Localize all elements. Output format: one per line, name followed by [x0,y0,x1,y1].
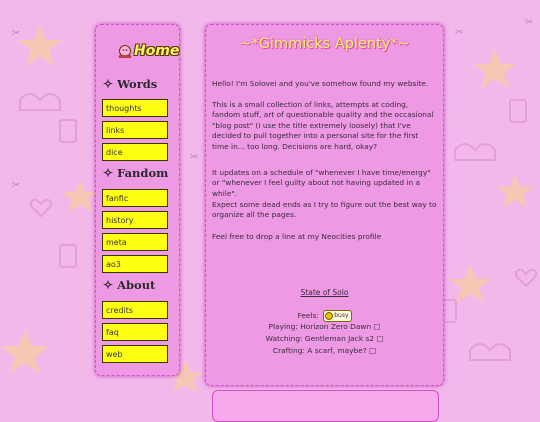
diamond-icon: ✧ [103,166,114,180]
svg-text:✂: ✂ [12,28,21,39]
nav-link-dice[interactable]: dice [102,143,168,161]
nav-link-credits[interactable]: credits [102,301,168,319]
nav-link-meta[interactable]: meta [102,233,168,251]
status-playing: Playing: Horizon Zero Dawn □ [268,322,381,331]
status-crafting: Crafting: A scarf, maybe? □ [272,346,377,355]
nav-link-fanfic[interactable]: fanfic [102,189,168,207]
svg-text:✂: ✂ [190,152,199,163]
nav-link-history[interactable]: history [102,211,168,229]
bottom-panel [212,390,439,422]
intro-paragraph-5: Feel free to drop a line at my Neocities profile [212,232,382,241]
svg-text:✂: ✂ [525,17,534,28]
diamond-icon: ✧ [103,77,114,91]
feels-line: Feels: busy [205,310,444,322]
home-label: Home [134,43,180,59]
intro-paragraph-2: This is a small collection of links, attempts at coding, fandom stuff, art of questionable quality and the occasional "blog post" (I use the title extremely loosely) that I've decided to pull together into a personal site for the first time in... too long. Decisions are hard, okay? [212,100,434,151]
intro-paragraph-1: Hello! I'm Solovei and you've somehow found my website. [212,79,429,88]
intro-paragraph-3: It updates on a schedule of "whenever I have time/energy" or "whenever I feel guilty about not having updated in a while". [212,168,431,198]
section-heading-words: ✧ Words [103,77,158,91]
nav-link-faq[interactable]: faq [102,323,168,341]
status-watching: Watching: Gentleman Jack s2 □ [265,334,384,343]
status-dot-icon [325,312,333,320]
svg-text:✂: ✂ [455,27,464,38]
nav-link-links[interactable]: links [102,121,168,139]
nav-link-ao3[interactable]: ao3 [102,255,168,273]
section-heading-about: ✧ About [103,278,156,292]
home-link[interactable] [118,40,179,62]
nav-link-web[interactable]: web [102,345,168,363]
intro-paragraph-4: Expect some dead ends as I try to figure out the best way to organize all the pages. [212,200,437,220]
kirby-icon [118,44,132,58]
busy-status-badge: busy [323,310,351,322]
svg-text:✂: ✂ [12,180,21,191]
nav-link-thoughts[interactable]: thoughts [102,99,168,117]
section-heading-fandom: ✧ Fandom [103,166,169,180]
page-title: ~*Gimmicks Aplenty*~ [239,36,410,52]
diamond-icon: ✧ [103,278,114,292]
state-of-solo-link[interactable]: State of Solo [300,288,349,297]
